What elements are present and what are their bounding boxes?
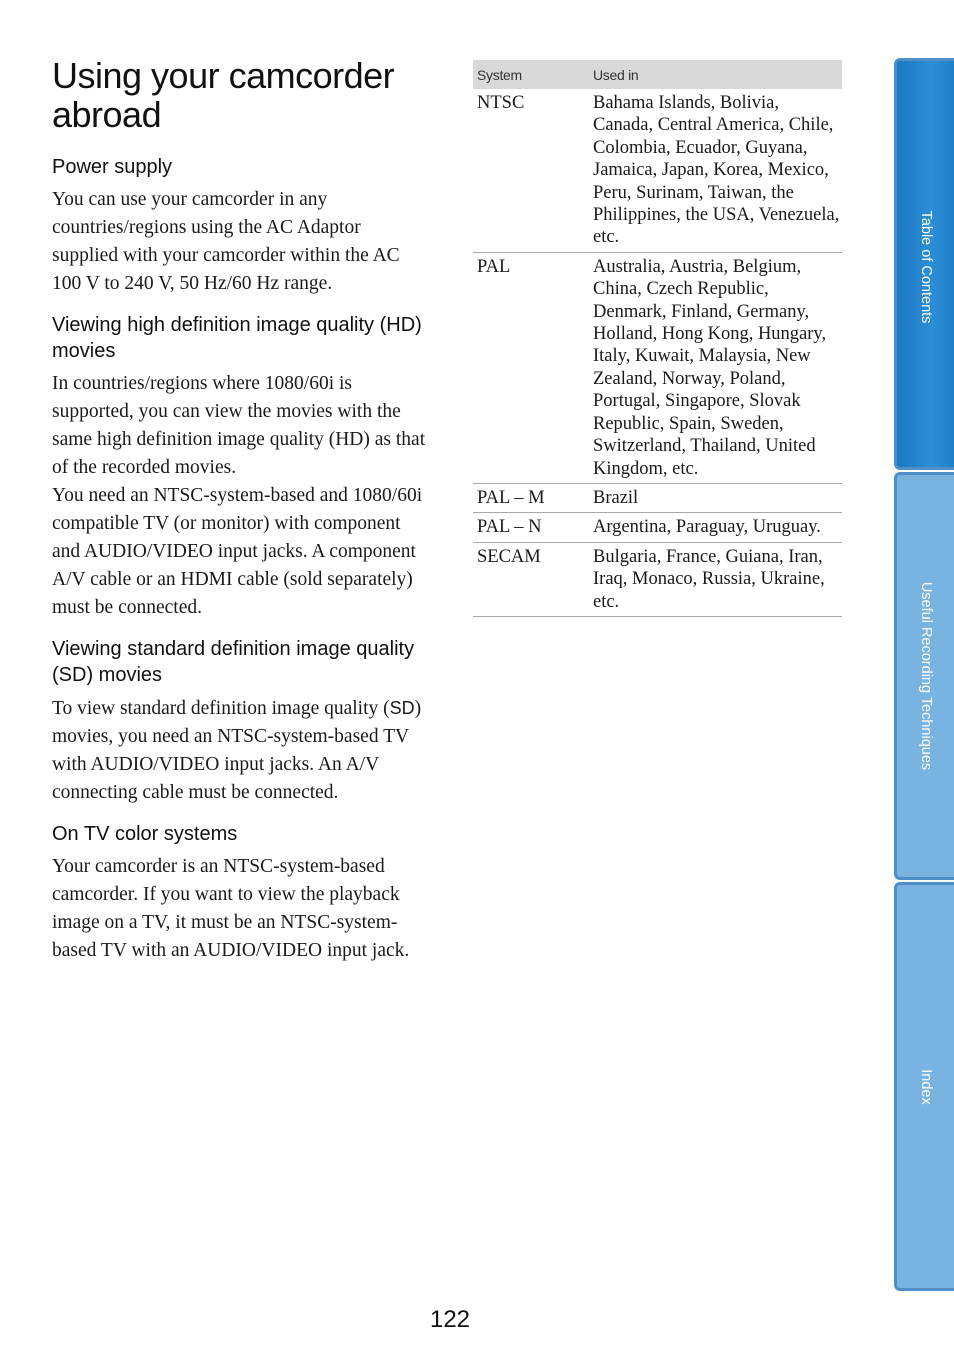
- table-row: [473, 513, 842, 542]
- table-header-used-in: Used in: [589, 60, 842, 89]
- sd-quality-icon: SD: [389, 698, 415, 718]
- main-content: [52, 154, 427, 979]
- table-header-system: System: [473, 60, 589, 89]
- nav-tab-label-index: Index: [917, 1068, 934, 1105]
- table-row: [473, 252, 842, 483]
- nav-tab-index[interactable]: [894, 882, 954, 1291]
- table-cell-system: PAL – N: [473, 513, 589, 542]
- table-cell-system: PAL – M: [473, 483, 589, 512]
- section-hd-movies: [52, 312, 427, 622]
- table-cell-system: NTSC: [473, 89, 589, 252]
- section-body-hd-movies-2: You need an NTSC-system-based and 1080/60i compatible TV (or monitor) with component and AUDIO/VIDEO input jacks. A component A/V cable or an HDMI cable (sold separately) must be connected.: [52, 485, 423, 618]
- section-body-tv-color-systems: Your camcorder is an NTSC-system-based camcorder. If you want to view the playback image on a TV, it must be an NTSC-system-based TV with an AUDIO/VIDEO input jack.: [52, 856, 410, 961]
- nav-tab-useful-recording-techniques[interactable]: [894, 472, 954, 880]
- table-cell-used-in: Bulgaria, France, Guiana, Iran, Iraq, Monaco, Russia, Ukraine, etc.: [589, 542, 842, 616]
- table-row: [473, 89, 842, 252]
- table-cell-system: SECAM: [473, 542, 589, 616]
- section-heading-tv-color-systems: On TV color systems: [52, 823, 238, 845]
- section-body-sd-movies: [52, 694, 427, 807]
- section-body-power-supply: You can use your camcorder in any countries/regions using the AC Adaptor supplied with your camcorder within the AC 100 V to 240 V, 50 Hz/60 Hz range.: [52, 189, 400, 294]
- table-row: [473, 483, 842, 512]
- section-power-supply: [52, 154, 427, 298]
- section-body-hd-movies-1: In countries/regions where 1080/60i is supported, you can view the movies with the same high definition image quality (HD) as that of the recorded movies.: [52, 373, 426, 478]
- page-number: 122: [429, 1306, 471, 1333]
- table-cell-used-in: Australia, Austria, Belgium, China, Czech Republic, Denmark, Finland, Germany, Holland, Hong Kong, Hungary, Italy, Kuwait, Malaysia, New Zealand, Norway, Poland, Portugal, Singapore, Slovak Republic, Spain, Sweden, Switzerland, Thailand, United Kingdom, etc.: [589, 252, 842, 483]
- side-navigation: [894, 58, 954, 1291]
- section-tv-color-systems: [52, 821, 427, 965]
- nav-tab-label-toc: Table of Contents: [917, 210, 934, 324]
- table-cell-used-in: Bahama Islands, Bolivia, Canada, Central America, Chile, Colombia, Ecuador, Guyana, Jamaica, Japan, Korea, Mexico, Peru, Surinam, Taiwan, the Philippines, the USA, Venezuela, etc.: [589, 89, 842, 252]
- table-cell-system: PAL: [473, 252, 589, 483]
- page-title: Using your camcorder abroad: [52, 55, 395, 135]
- tv-color-systems-table: [473, 60, 842, 617]
- sd-text-after: ) movies, you need an NTSC-system-based TV with AUDIO/VIDEO input jacks. An A/V connecting cable must be connected.: [52, 698, 422, 803]
- section-heading-hd-movies: Viewing high definition image quality (HD) movies: [52, 314, 422, 362]
- table-cell-used-in: Brazil: [589, 483, 842, 512]
- table-row: [473, 542, 842, 616]
- section-heading-power-supply: Power supply: [52, 156, 173, 178]
- section-sd-movies: [52, 636, 427, 807]
- table-header-row: [473, 60, 842, 89]
- nav-tab-table-of-contents[interactable]: [894, 58, 954, 470]
- sd-text-before: To view standard definition image quality (: [52, 698, 390, 719]
- table-cell-used-in: Argentina, Paraguay, Uruguay.: [589, 513, 842, 542]
- nav-tab-label-useful: Useful Recording Techniques: [917, 581, 934, 771]
- section-heading-sd-movies: Viewing standard definition image quality (SD) movies: [52, 638, 415, 686]
